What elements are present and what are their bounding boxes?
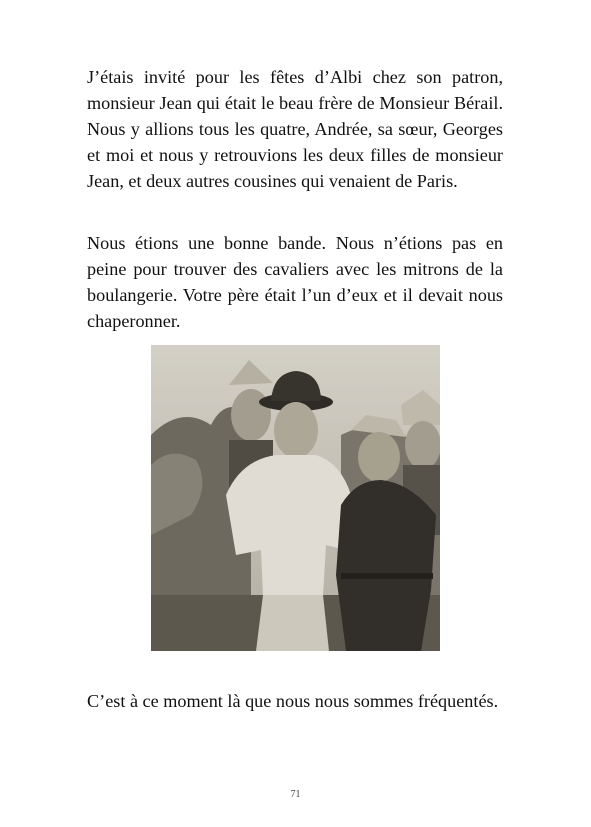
page-number: 71 (290, 789, 301, 800)
paragraph-bande: Nous étions une bonne bande. Nous n’étions pas en peine pour trouver des cavaliers avec les mitrons de la boulangerie. Votre père était l’un d’eux et il devait nous chaperonner. (87, 233, 503, 331)
paragraph-invitation: J’étais invité pour les fêtes d’Albi chez son patron, monsieur Jean qui était le beau frère de Monsieur Bérail. Nous y allions tous les quatre, Andrée, sa sœur, Georges et moi et nous y retrouvions les deux filles de monsieur Jean, et deux autres cousines qui venaient de Paris. (87, 67, 503, 191)
paragraph-frequentes: C’est à ce moment là que nous nous sommes fréquentés. (87, 691, 499, 711)
vintage-group-photo (151, 345, 440, 651)
